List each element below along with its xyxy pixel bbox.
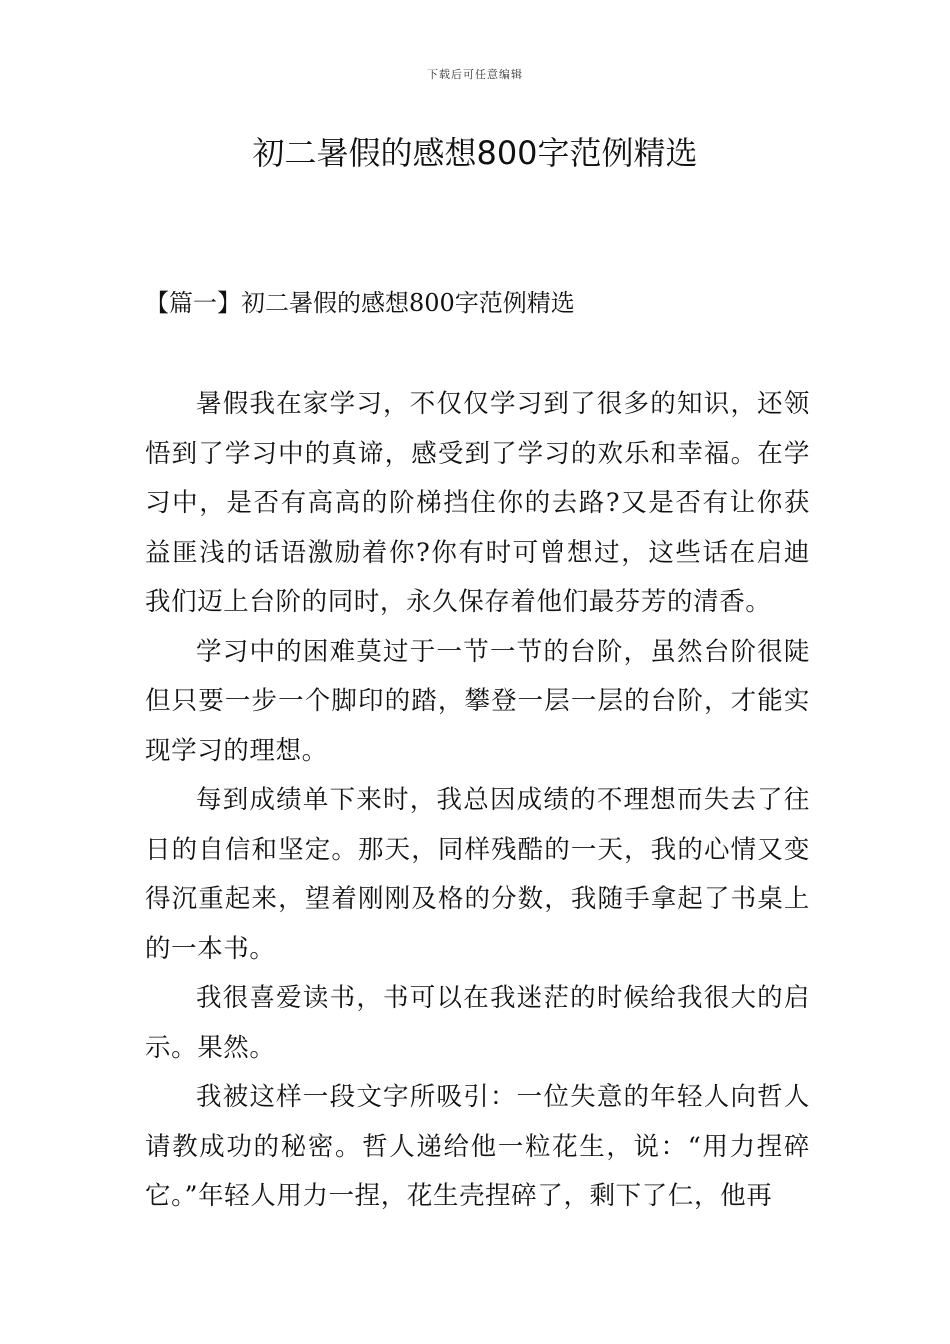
document-body (145, 380, 810, 1222)
paragraph-2: 学习中的困难莫过于一节一节的台阶，虽然台阶很陡但只要一步一个脚印的踏，攀登一层一层的台阶，才能实现学习的理想。 (145, 636, 810, 766)
paragraph-4: 我很喜爱读书，书可以在我迷茫的时候给我很大的启示。果然。 (145, 983, 810, 1063)
paragraph-3: 每到成绩单下来时，我总因成绩的不理想而失去了往日的自信和坚定。那天，同样残酷的一天，我的心情又变得沉重起来，望着刚刚及格的分数，我随手拿起了书桌上的一本书。 (145, 785, 810, 964)
page-title: 初二暑假的感想800字范例精选 (252, 134, 698, 172)
paragraph-5: 我被这样一段文字所吸引：一位失意的年轻人向哲人请教成功的秘密。哲人递给他一粒花生，说：“用力捏碎它。”年轻人用力一捏，花生壳捏碎了，剩下了仁，他再 (145, 1082, 810, 1211)
section-heading: 【篇一】初二暑假的感想800字范例精选 (145, 289, 575, 317)
paragraph-1: 暑假我在家学习，不仅仅学习到了很多的知识，还领悟到了学习中的真谛，感受到了学习的欢乐和幸福。在学习中，是否有高高的阶梯挡住你的去路?又是否有让你获益匪浅的话语激励着你?你有时可曾想过，这些话在启迪我们迈上台阶的同时，永久保存着他们最芬芳的清香。 (145, 389, 810, 617)
header-note: 下载后可任意编辑 (427, 68, 523, 81)
